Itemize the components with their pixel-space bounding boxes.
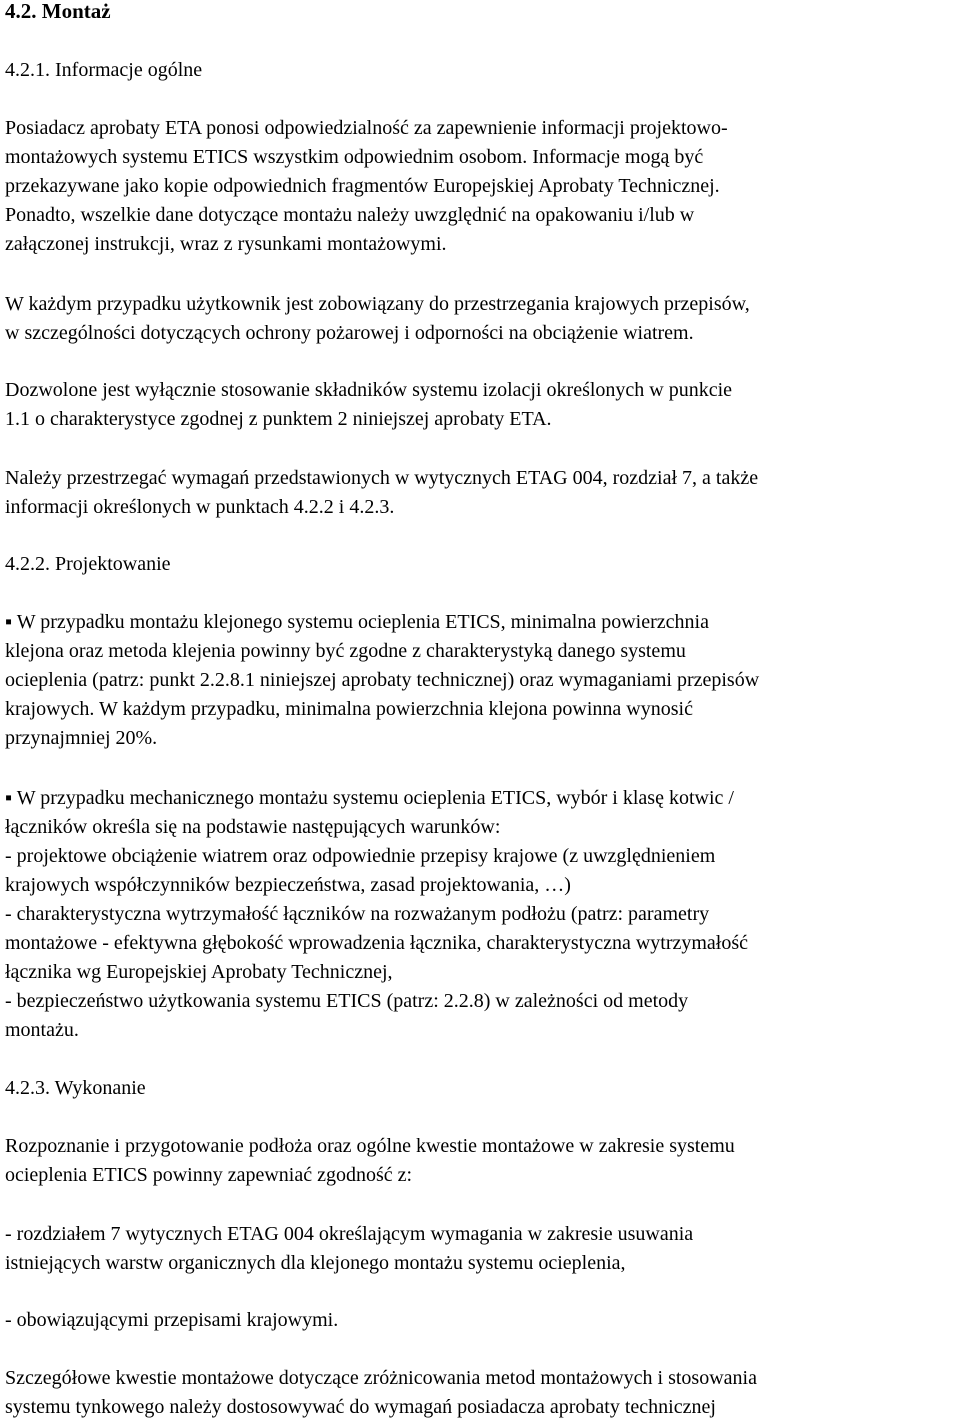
text-line: ▪ W przypadku mechanicznego montażu systemu ocieplenia ETICS, wybór i klasę kotwic /: [5, 787, 734, 809]
text-line: W każdym przypadku użytkownik jest zobowiązany do przestrzegania krajowych przepisów,: [5, 293, 750, 315]
subsection-title-4-2-2: 4.2.2. Projektowanie: [5, 553, 171, 575]
text-line: Posiadacz aprobaty ETA ponosi odpowiedzialność za zapewnienie informacji projektowo-: [5, 117, 728, 139]
text-line: klejona oraz metoda klejenia powinny być zgodne z charakterystyką danego systemu: [5, 640, 686, 662]
text-line: Szczegółowe kwestie montażowe dotyczące zróżnicowania metod montażowych i stosowania: [5, 1367, 757, 1389]
paragraph-info-1: [5, 114, 954, 259]
bullet-mechanical-mounting: [5, 784, 954, 1045]
text-line: Rozpoznanie i przygotowanie podłoża oraz ogólne kwestie montażowe w zakresie systemu: [5, 1135, 735, 1157]
text-line: - rozdziałem 7 wytycznych ETAG 004 określającym wymagania w zakresie usuwania: [5, 1223, 694, 1245]
text-line: krajowych współczynników bezpieczeństwa, zasad projektowania, …): [5, 874, 571, 896]
text-line: - obowiązującymi przepisami krajowymi.: [5, 1309, 339, 1331]
paragraph-info-4: [5, 464, 954, 522]
paragraph-execution-4: [5, 1364, 954, 1422]
text-line: załączonej instrukcji, wraz z rysunkami montażowymi.: [5, 233, 447, 255]
text-line: montażowych systemu ETICS wszystkim odpowiednim osobom. Informacje mogą być: [5, 146, 704, 168]
text-line: - charakterystyczna wytrzymałość łączników na rozważanym podłożu (patrz: parametry: [5, 903, 710, 925]
paragraph-info-3: [5, 376, 954, 434]
subsection-title-4-2-1: 4.2.1. Informacje ogólne: [5, 59, 203, 81]
text-line: ocieplenia ETICS powinny zapewniać zgodność z:: [5, 1164, 413, 1186]
section-title: 4.2. Montaż: [5, 0, 111, 23]
subsection-title-4-2-3: 4.2.3. Wykonanie: [5, 1077, 146, 1099]
text-line: łącznika wg Europejskiej Aprobaty Technicznej,: [5, 961, 393, 983]
paragraph-info-2: [5, 290, 954, 348]
text-line: Należy przestrzegać wymagań przedstawionych w wytycznych ETAG 004, rozdział 7, a także: [5, 467, 759, 489]
text-line: Ponadto, wszelkie dane dotyczące montażu należy uwzględnić na opakowaniu i/lub w: [5, 204, 695, 226]
paragraph-execution-1: [5, 1132, 954, 1190]
text-line: ocieplenia (patrz: punkt 2.2.8.1 niniejszej aprobaty technicznej) oraz wymaganiami przepisów: [5, 669, 760, 691]
text-line: - bezpieczeństwo użytkowania systemu ETICS (patrz: 2.2.8) w zależności od metody: [5, 990, 689, 1012]
text-line: - projektowe obciążenie wiatrem oraz odpowiednie przepisy krajowe (z uwzględnieniem: [5, 845, 716, 867]
text-line: przekazywane jako kopie odpowiednich fragmentów Europejskiej Aprobaty Technicznej.: [5, 175, 720, 197]
text-line: montażu.: [5, 1019, 79, 1041]
bullet-adhesive-mounting: [5, 608, 954, 753]
text-line: Dozwolone jest wyłącznie stosowanie składników systemu izolacji określonych w punkcie: [5, 379, 733, 401]
text-line: istniejących warstw organicznych dla klejonego montażu systemu ocieplenia,: [5, 1252, 626, 1274]
paragraph-execution-2: [5, 1220, 954, 1278]
text-line: informacji określonych w punktach 4.2.2 i 4.2.3.: [5, 496, 395, 518]
text-line: w szczególności dotyczących ochrony pożarowej i odporności na obciążenie wiatrem.: [5, 322, 694, 344]
text-line: 1.1 o charakterystyce zgodnej z punktem 2 niniejszej aprobaty ETA.: [5, 408, 552, 430]
text-line: montażowe - efektywna głębokość wprowadzenia łącznika, charakterystyczna wytrzymałość: [5, 932, 749, 954]
text-line: krajowych. W każdym przypadku, minimalna powierzchnia klejona powinna wynosić: [5, 698, 693, 720]
paragraph-execution-3: [5, 1306, 954, 1335]
text-line: systemu tynkowego należy dostosowywać do wymagań posiadacza aprobaty technicznej: [5, 1396, 716, 1418]
text-line: przynajmniej 20%.: [5, 727, 158, 749]
text-line: łączników określa się na podstawie następujących warunków:: [5, 816, 501, 838]
text-line: ▪ W przypadku montażu klejonego systemu ocieplenia ETICS, minimalna powierzchnia: [5, 611, 709, 633]
